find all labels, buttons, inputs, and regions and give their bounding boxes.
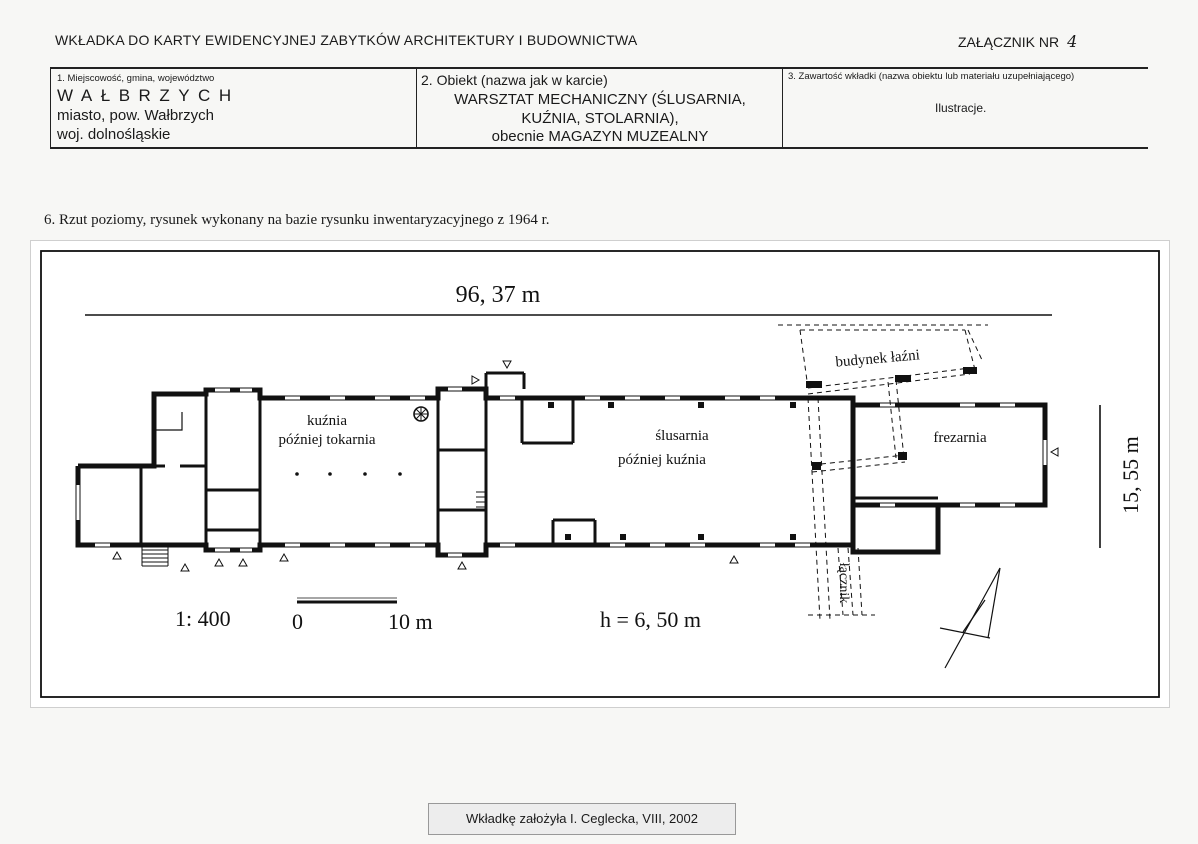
figure-caption: 6. Rzut poziomy, rysunek wykonany na bazie rysunku inwentaryzacyjnego z 1964 r. [44,212,550,228]
machine-wheel-icon [414,407,428,421]
bath-house-label: budynek łaźni [834,347,921,371]
connector-label: łącznik [836,562,851,604]
kuznia-column-dots [295,472,402,476]
scalebar-end-label: 10 m [388,609,433,634]
document-title: WKŁADKA DO KARTY EWIDENCYJNEJ ZABYTKÓW ARCHITEKTURY I BUDOWNICTWA [55,32,638,48]
room-slusarnia-sublabel: później kuźnia [618,452,706,468]
field2-object-line-1: WARSZTAT MECHANICZNY (ŚLUSARNIA, [454,91,746,108]
field2-object-line-3: obecnie MAGAZYN MUZEALNY [491,128,709,145]
stairs [142,492,486,566]
field1-voivodeship: woj. dolnośląskie [57,126,171,143]
north-arrow-icon [940,568,1000,668]
room-kuznia-sublabel: później tokarnia [278,432,376,448]
room-kuznia-label: kuźnia [307,413,347,429]
annex-label-text: ZAŁĄCZNIK NR [958,34,1060,50]
field3-value: Ilustracje. [935,101,987,115]
height-label: h = 6, 50 m [600,607,702,632]
room-frezarnia-label: frezarnia [933,430,987,446]
toilet-partition [154,412,182,430]
pillars [548,367,977,540]
width-label: 15, 55 m [1118,436,1143,514]
author-note-box [428,803,736,835]
field1-label: 1. Miejscowość, gmina, województwo [57,73,215,84]
length-label: 96, 37 m [455,282,541,308]
dashed-outlines [778,325,988,620]
field2-object-line-2: KUŹNIA, STOLARNIA), [521,110,679,127]
annex-number: 4 [1067,32,1078,51]
scale-label: 1: 400 [175,606,231,631]
room-slusarnia-label: ślusarnia [655,428,709,444]
field2-label: 2. Obiekt (nazwa jak w karcie) [421,72,608,88]
field1-city: WAŁBRZYCH [57,86,240,105]
scalebar-start-label: 0 [292,609,303,634]
field3-label: 3. Zawartość wkładki (nazwa obiektu lub materiału uzupełniającego) [788,71,1075,82]
field1-county: miasto, pow. Wałbrzych [57,107,214,124]
author-note: Wkładkę założyła I. Ceglecka, VIII, 2002 [466,811,698,826]
